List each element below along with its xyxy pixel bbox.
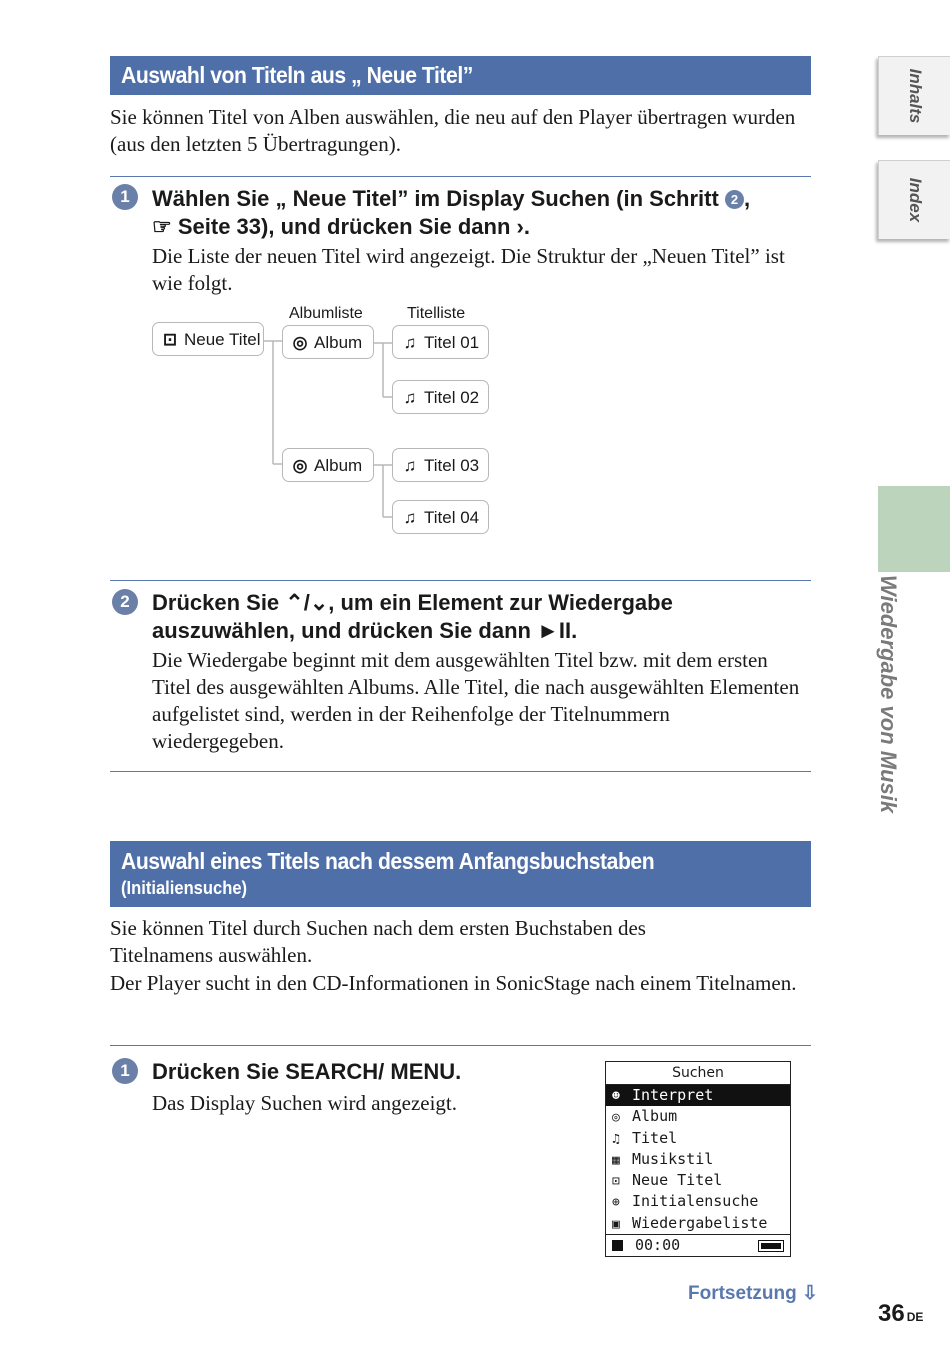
- step-heading: Wählen Sie „ Neue Titel” im Display Suchen (in Schritt 2 , ☞ Seite 33), und drücken Sie dann ›.: [152, 186, 751, 239]
- step-heading-line1: Wählen Sie „ Neue Titel” im Display Suchen (in Schritt: [152, 186, 719, 211]
- lcd-item-interpret: ☻ Interpret: [606, 1085, 790, 1106]
- step-heading: [152, 589, 802, 645]
- tree-title-1: ♫ Titel 01: [392, 325, 489, 359]
- music-note-icon: ♫: [403, 388, 417, 407]
- new-titles-icon: ⊡: [612, 1174, 620, 1190]
- tree-title-3: ♫ Titel 03: [392, 448, 489, 482]
- chapter-marker: [878, 486, 950, 572]
- page-number: 36 DE: [878, 1300, 924, 1327]
- divider: [110, 771, 811, 772]
- section-title: Auswahl eines Titels nach dessem Anfangsbuchstaben: [121, 848, 655, 874]
- lcd-item-musikstil: ▦ Musikstil: [606, 1149, 790, 1170]
- step-heading-line2: Seite 33), und drücken Sie dann: [177, 214, 511, 239]
- new-titles-icon: ⊡: [162, 330, 178, 349]
- section-intro: Sie können Titel von Alben auswählen, die neu auf den Player übertragen wurden (aus den letzten 5 Übertragungen).: [110, 105, 796, 156]
- lcd-item-neue-titel: ⊡ Neue Titel: [606, 1170, 790, 1191]
- genre-icon: ▦: [612, 1152, 620, 1168]
- chapter-title: Wiedergabe von Musik: [876, 574, 901, 814]
- step-number: 1: [112, 1058, 138, 1084]
- step-number: 1: [112, 184, 138, 210]
- section-header-initialiensuche: [110, 841, 811, 907]
- step-ref-badge: 2: [725, 190, 744, 209]
- tree-title-2: ♫ Titel 02: [392, 380, 489, 414]
- lcd-item-wiedergabeliste: ▣ Wiedergabeliste: [606, 1213, 790, 1234]
- tree-title-4: ♫ Titel 04: [392, 500, 489, 534]
- titelliste-label: Titelliste: [407, 305, 466, 322]
- section-intro: Der Player sucht in den CD-Informationen in SonicStage nach einem Titelnamen.: [110, 971, 797, 995]
- step-body: Das Display Suchen wird angezeigt.: [152, 1091, 458, 1115]
- lcd-time: 00:00: [635, 1236, 681, 1254]
- battery-icon: [758, 1240, 784, 1252]
- lcd-item-initialensuche: ⊕ Initialensuche: [606, 1191, 790, 1212]
- step-heading-line1: Drücken Sie ⌃/⌄, um ein Element zur Wiedergabe: [152, 590, 673, 615]
- tab-inhalts[interactable]: Inhalts: [878, 56, 950, 135]
- stop-icon: [612, 1240, 623, 1251]
- step-number: 2: [112, 589, 138, 615]
- step-body: Die Wiedergabe beginnt mit dem ausgewählten Titel bzw. mit dem ersten Titel des ausgewählten Albums. Alle Titel, die nach ausgewählten Elementen aufgelistet sind, werden in der Reihenfolge der Titelnummern wiedergegeben.: [152, 648, 800, 753]
- step-heading-line2: auszuwählen, und drücken Sie dann ►II.: [152, 618, 578, 643]
- music-note-icon: ♫: [612, 1131, 620, 1147]
- album-icon: ◎: [612, 1110, 620, 1126]
- album-icon: ◎: [292, 456, 308, 475]
- playlist-icon: ▣: [612, 1216, 620, 1232]
- lcd-item-album: ◎ Album: [606, 1106, 790, 1127]
- step-body: Die Liste der neuen Titel wird angezeigt. Die Struktur der „Neuen Titel” ist wie folgt.: [152, 244, 785, 295]
- pointer-icon: ☞: [152, 214, 172, 239]
- section-subtitle: (Initialiensuche): [121, 878, 248, 898]
- lcd-status-bar: [606, 1234, 790, 1256]
- music-note-icon: ♫: [403, 508, 417, 527]
- divider: [110, 580, 811, 581]
- tree-root-neue-titel: ⊡ Neue Titel: [152, 322, 264, 356]
- section-title: Auswahl von Titeln aus „ Neue Titel”: [121, 62, 473, 88]
- step-heading: Drücken Sie SEARCH/ MENU.: [152, 1059, 462, 1084]
- lcd-title: Suchen: [606, 1062, 790, 1085]
- tab-index[interactable]: Index: [878, 160, 950, 239]
- tree-album-1: ◎ Album: [282, 325, 374, 359]
- search-display-screen: [605, 1061, 791, 1257]
- chevron-right-icon: ›: [516, 214, 524, 239]
- albumliste-label: Albumliste: [289, 305, 363, 322]
- section-intro: Sie können Titel durch Suchen nach dem ersten Buchstaben des Titelnamens auswählen.: [110, 916, 646, 967]
- album-icon: ◎: [292, 333, 308, 352]
- lcd-item-titel: ♫ Titel: [606, 1128, 790, 1149]
- artist-icon: ☻: [612, 1089, 620, 1104]
- music-note-icon: ♫: [403, 333, 417, 352]
- divider: [110, 1045, 811, 1046]
- continue-link: Fortsetzung ⇩: [688, 1283, 818, 1304]
- tree-album-2: ◎ Album: [282, 448, 374, 482]
- music-note-icon: ♫: [403, 456, 417, 475]
- initial-search-icon: ⊕: [612, 1195, 620, 1211]
